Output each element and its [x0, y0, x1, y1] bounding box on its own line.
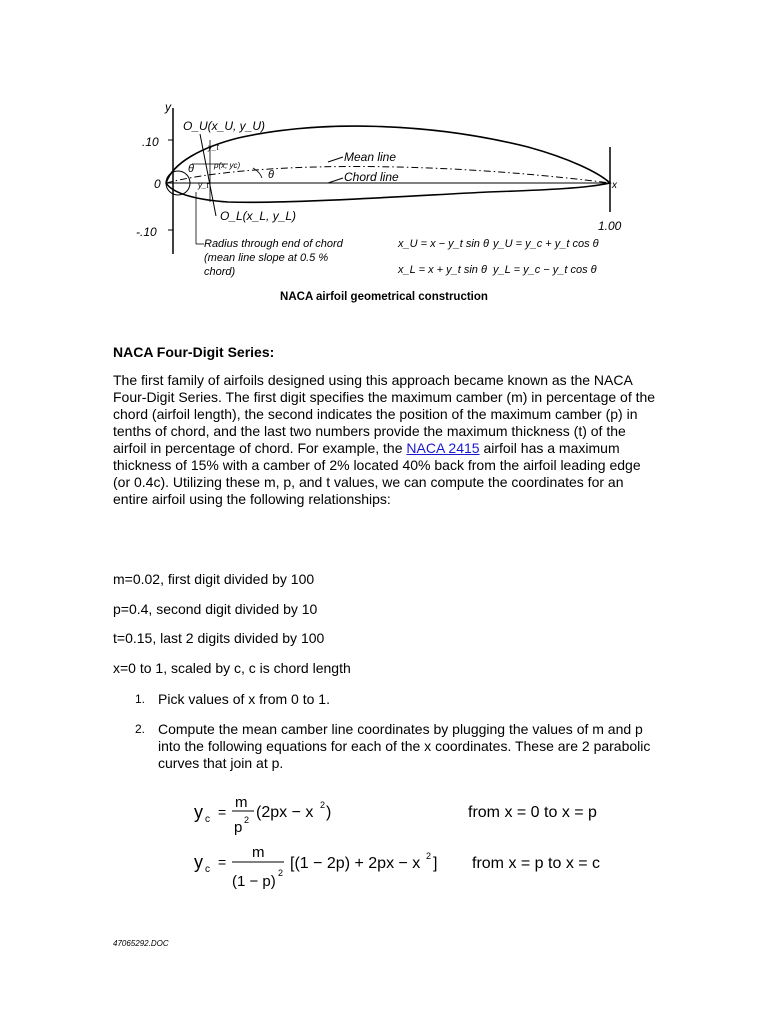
intro-paragraph: The first family of airfoils designed using this approach became known as the NACA Four-Digit Series. The first digit specifies the maximum camber (m) in percentage of the chord (airfoil length), the second indicates the position of the maximum camber (p) in tenths of chord, and the last two numbers provide the maximum thickness (t) of the airfoil in percentage of chord. For example, the NACA 2415 airfoil has a maximum thickness of 15% with a camber of 2% located 40% back from the airfoil leading edge (or 0.4c). Utilizing these m, p, and t values, we can compute the coordinates for an entire airfoil using the following relationships:: [113, 372, 656, 507]
svg-text:2: 2: [320, 800, 326, 810]
svg-text:(2px − x: (2px − x: [256, 804, 314, 821]
svg-text:y: y: [194, 802, 203, 822]
upper-point-label: O_U(x_U, y_U): [183, 119, 266, 133]
svg-text:p: p: [234, 819, 243, 836]
naca-2415-link[interactable]: NACA 2415: [406, 440, 480, 456]
theta-1: θ: [188, 163, 194, 175]
x-end-value: 1.00: [598, 219, 622, 233]
svg-text:m: m: [235, 794, 248, 811]
yt-upper-label: y_t: [208, 143, 219, 152]
section-heading: NACA Four-Digit Series:: [113, 344, 275, 360]
svg-text:2: 2: [426, 851, 432, 861]
camber-point-label: p(x, yc): [214, 161, 241, 170]
svg-text:m: m: [252, 844, 265, 861]
radius-note-2: (mean line slope at 0.5 %: [204, 252, 329, 264]
svg-text:c: c: [205, 864, 210, 875]
param-t: t=0.15, last 2 digits divided by 100: [113, 630, 325, 646]
tick-top: .10: [142, 135, 159, 149]
radius-note-3: chord): [204, 266, 236, 278]
svg-text:=: =: [218, 804, 227, 820]
tick-bottom: -.10: [136, 225, 157, 239]
naca-airfoil-figure: [128, 92, 644, 290]
equation-1-range: from x = 0 to x = p: [468, 804, 597, 821]
mean-line-label: Mean line: [344, 150, 397, 164]
eq-xu: x_U = x − y_t sin θ: [398, 238, 489, 250]
list-number: 2.: [135, 722, 146, 736]
list-text: Pick values of x from 0 to 1.: [158, 691, 330, 707]
footer-doc-id: 47065292.DOC: [113, 939, 169, 948]
svg-text:(1 − p): (1 − p): [232, 873, 276, 890]
equation-1: [190, 785, 650, 845]
eq-yl: y_L = y_c − y_t cos θ: [493, 264, 597, 276]
svg-text:2: 2: [244, 815, 250, 825]
param-m: m=0.02, first digit divided by 100: [113, 571, 315, 587]
svg-text:=: =: [218, 854, 227, 870]
figure-caption: NACA airfoil geometrical construction: [280, 291, 488, 303]
svg-text:2: 2: [278, 868, 284, 878]
equation-2-range: from x = p to x = c: [472, 855, 601, 872]
lower-point-label: O_L(x_L, y_L): [220, 209, 297, 223]
svg-text:): ): [326, 804, 332, 821]
svg-text:y: y: [194, 852, 203, 872]
svg-text:]: ]: [433, 855, 438, 872]
eq-yu: y_U = y_c + y_t cos θ: [493, 238, 599, 250]
yt-lower-label: y_t: [198, 181, 209, 190]
radius-note-1: Radius through end of chord: [204, 238, 343, 250]
param-x: x=0 to 1, scaled by c, c is chord length: [113, 660, 351, 676]
list-number: 1.: [135, 692, 146, 706]
x-end-label: x: [612, 180, 617, 191]
param-p: p=0.4, second digit divided by 10: [113, 601, 318, 617]
eq-xl: x_L = x + y_t sin θ: [398, 264, 487, 276]
svg-text:[(1 − 2p) + 2px − x: [(1 − 2p) + 2px − x: [290, 855, 421, 872]
equation-2: [190, 838, 650, 898]
y-axis-label: y: [165, 100, 171, 114]
list-text: Compute the mean camber line coordinates by plugging the values of m and p into the following equations for each of the x coordinates. These are 2 parabolic curves that join at p.: [158, 721, 651, 771]
svg-text:c: c: [205, 814, 210, 825]
tick-zero: 0: [154, 177, 161, 191]
chord-line-label: Chord line: [344, 170, 399, 184]
theta-2: θ: [268, 169, 274, 181]
